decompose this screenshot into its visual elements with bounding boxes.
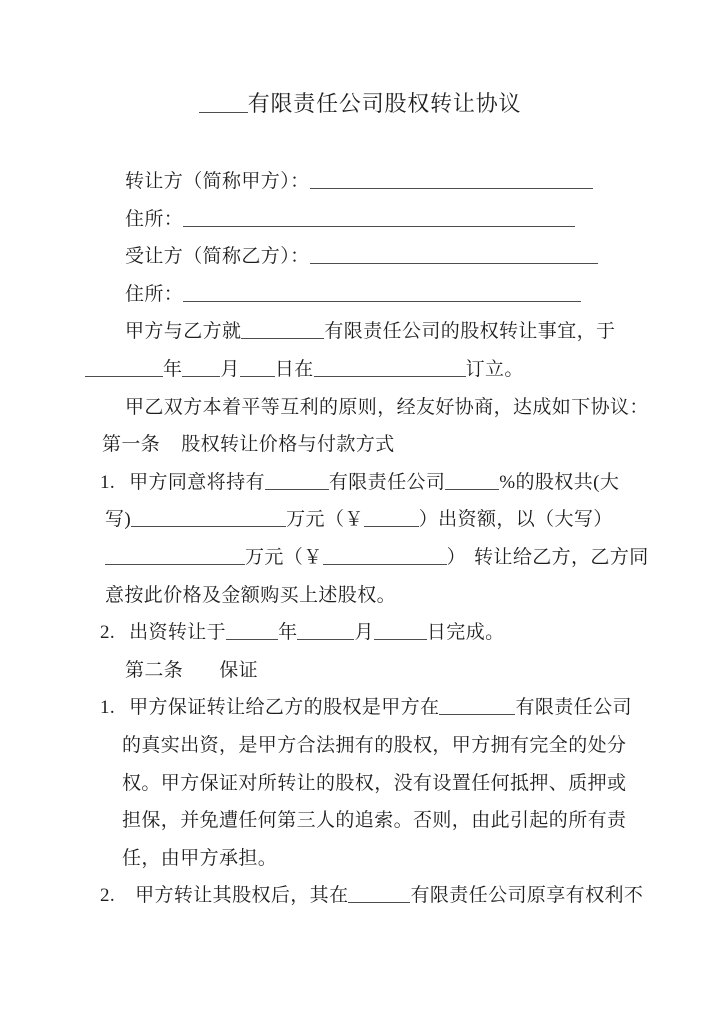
document-line <box>0 163 720 201</box>
blank-underline <box>241 318 324 339</box>
text-run: 转让方（简称甲方）： <box>125 171 310 192</box>
text-run: 写) <box>105 509 132 531</box>
document-line <box>0 426 720 464</box>
text-run: 甲方与乙方就 <box>125 321 242 343</box>
text-run: 有限责任公司股权转让协议 <box>247 91 522 116</box>
text-run: 的真实出资，是甲方合法拥有的股权，甲方拥有完全的处分 <box>122 734 627 756</box>
blank-underline <box>183 206 575 227</box>
document-line <box>0 652 720 690</box>
text-run: 受让方（简称乙方）： <box>125 246 310 268</box>
text-run: 2. <box>100 885 116 907</box>
text-run: 万元（￥ <box>245 546 323 568</box>
document-line <box>0 201 720 239</box>
text-run: 1. <box>100 471 116 493</box>
document-line <box>0 840 720 878</box>
document-line <box>0 313 720 351</box>
spacer <box>115 487 129 488</box>
blank-underline <box>445 469 499 490</box>
blank-underline <box>182 356 220 377</box>
text-run: 甲乙双方本着平等互利的原则，经友好协商，达成如下协议： <box>125 396 649 418</box>
text-run: 2. <box>100 622 116 644</box>
document-line <box>0 276 720 314</box>
blank-underline <box>265 469 329 490</box>
blank-underline <box>374 619 427 640</box>
text-run: 任，由甲方承担。 <box>122 847 278 869</box>
text-run: 年 <box>278 622 298 644</box>
blank-underline <box>364 506 419 527</box>
document-line <box>0 765 720 803</box>
blank-underline <box>226 619 278 640</box>
blank-underline <box>310 168 593 189</box>
blank-underline <box>85 356 163 377</box>
document-line <box>0 238 720 276</box>
blank-underline <box>131 506 286 527</box>
document-line <box>0 614 720 652</box>
blank-underline <box>199 92 248 113</box>
text-run: 1. <box>100 697 116 719</box>
spacer <box>115 900 135 901</box>
blank-underline <box>183 281 581 302</box>
document-line <box>0 577 720 615</box>
document-line <box>0 539 720 577</box>
blank-underline <box>314 356 466 377</box>
text-run: 第二条 <box>125 659 184 681</box>
blank-underline <box>310 243 598 264</box>
blank-underline <box>323 544 447 565</box>
text-run: 日在 <box>274 358 314 380</box>
text-run: 出资转让于 <box>129 622 227 644</box>
text-run: 有限责任公司原享有权利不 <box>410 885 644 907</box>
document-line <box>0 802 720 840</box>
document-line <box>0 727 720 765</box>
spacer <box>115 637 129 638</box>
text-run: 有限责任公司 <box>328 471 446 493</box>
text-run: 甲方保证转让给乙方的股权是甲方在 <box>129 697 440 719</box>
text-run: 股权转让价格与付款方式 <box>181 434 395 456</box>
text-run: 住所： <box>125 283 184 305</box>
text-run: 甲方同意将持有 <box>129 471 265 493</box>
spacer <box>160 449 181 450</box>
text-run: 保证 <box>219 659 259 681</box>
spacer <box>115 712 129 713</box>
blank-underline <box>348 882 410 903</box>
text-run: 有限责任公司的股权转让事宜，于 <box>324 321 616 343</box>
text-run: ）出资额，以（大写） <box>418 509 613 531</box>
text-run: 甲方转让其股权后，其在 <box>135 885 349 907</box>
document-line <box>0 351 720 389</box>
text-run: 月 <box>220 358 240 380</box>
document-title <box>0 87 720 121</box>
spacer <box>466 562 474 563</box>
text-run: 订立。 <box>465 358 524 380</box>
text-run: 意按此价格及金额购买上述股权。 <box>105 584 397 606</box>
spacer <box>183 675 219 676</box>
text-run: 日完成。 <box>426 622 505 644</box>
text-run: 年 <box>163 358 183 380</box>
text-run: 第一条 <box>102 434 161 456</box>
blank-underline <box>439 694 515 715</box>
text-run: 权。甲方保证对所转让的股权，没有设置任何抵押、质押或 <box>122 772 627 794</box>
blank-underline <box>297 619 354 640</box>
blank-underline <box>240 356 275 377</box>
text-run: 转让给乙方，乙方同 <box>474 546 649 568</box>
text-run: 住所： <box>125 208 184 230</box>
document-line <box>0 389 720 427</box>
blank-underline <box>105 544 245 565</box>
text-run: ） <box>446 546 467 568</box>
text-run: 有限责任公司 <box>515 697 632 719</box>
document-line <box>0 501 720 539</box>
text-run: 担保，并免遭任何第三人的追索。否则，由此引起的所有责 <box>122 810 627 832</box>
document-line <box>0 464 720 502</box>
document-line <box>0 689 720 727</box>
document-line <box>0 877 720 915</box>
text-run: 万元（￥ <box>286 509 364 531</box>
text-run: 月 <box>354 622 374 644</box>
text-run: %的股权共(大 <box>499 471 620 493</box>
